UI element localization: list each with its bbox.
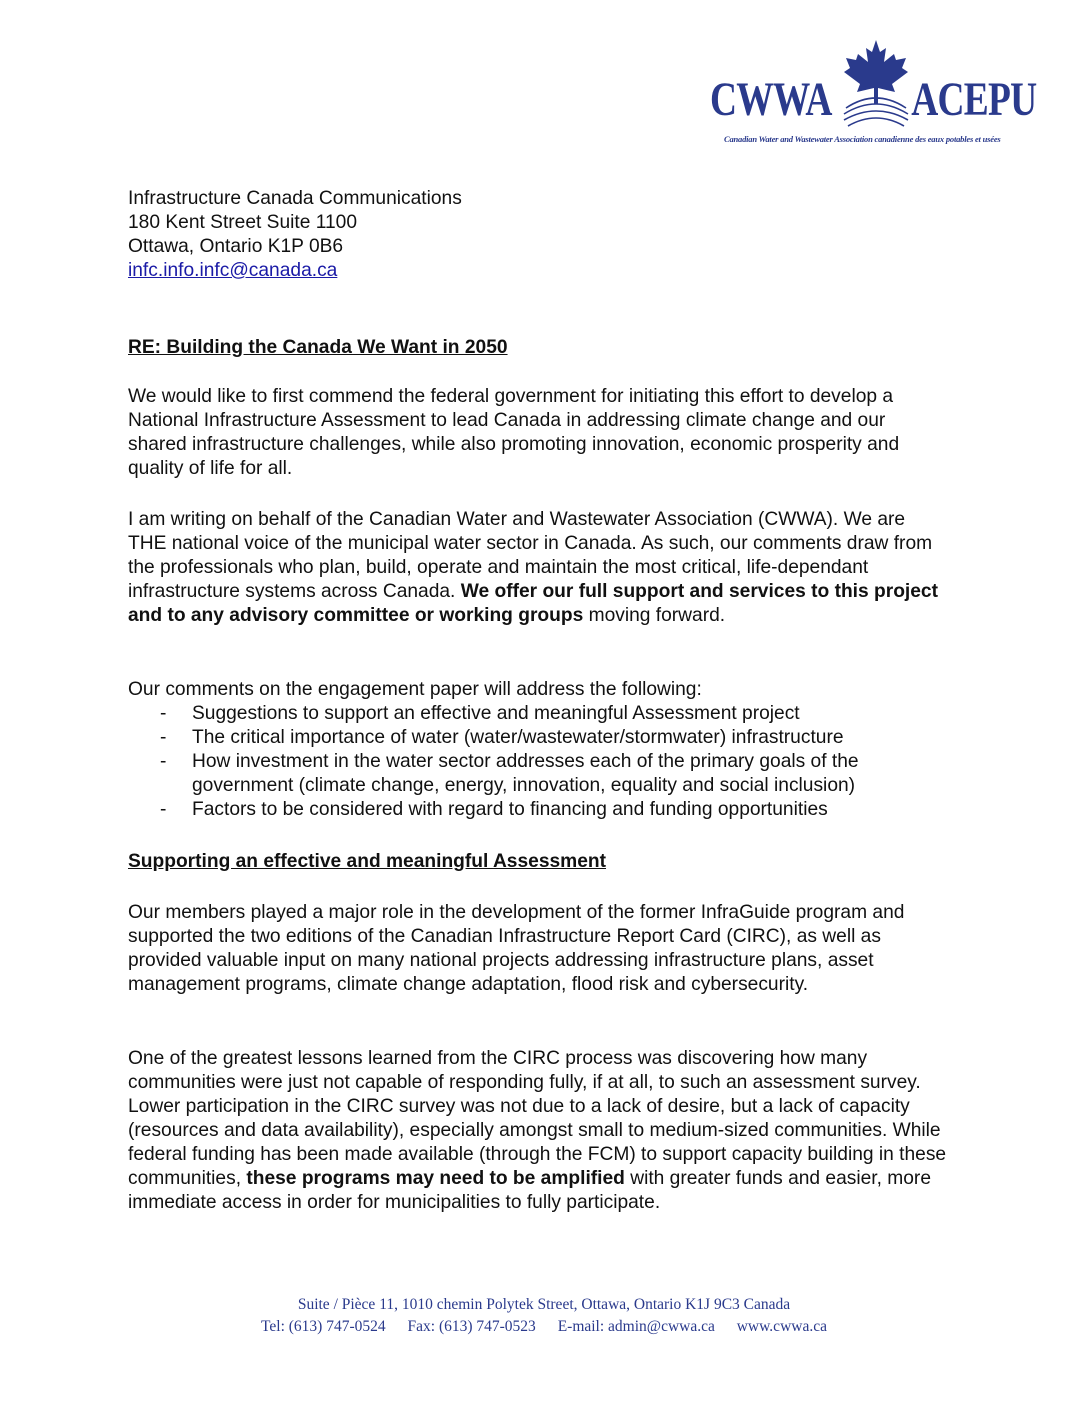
footer-email: E-mail: admin@cwwa.ca [557,1318,715,1335]
section-heading: Supporting an effective and meaningful Assessment [128,851,607,872]
address-line-1: Infrastructure Canada Communications [128,188,462,209]
footer-address: Suite / Pièce 11, 1010 chemin Polytek Street, Ottawa, Ontario K1J 9C3 Canada [297,1296,791,1313]
paragraph-lessons-learned [128,1047,948,1215]
topics-list [128,702,948,822]
re-heading: RE: Building the Canada We Want in 2050 [128,337,508,358]
address-line-2: 180 Kent Street Suite 1100 [128,212,357,233]
footer-website: www.cwwa.ca [736,1318,827,1335]
paragraph-member-role: Our members played a major role in the development of the former InfraGuide program and supported the two editions of the Canadian Infrastructure Report Card (CIRC), as well as provided valuable input on many national projects addressing infrastructure plans, asset management programs, climate change adaptation, flood risk and cybersecurity. [128,902,905,995]
list-item: - Suggestions to support an effective and meaningful Assessment project [160,703,800,724]
list-marker: - [160,799,167,820]
list-marker: - [160,703,167,724]
footer-tel: Tel: (613) 747-0524 [261,1318,386,1335]
comments-overview [128,678,948,822]
paragraph-lessons-text: One of the greatest lessons learned from the CIRC process was discovering how many communities were just not capable of responding fully, if at all, to such an assessment survey. Lower participation in the CIRC survey was not due to a lack of desire, but a lack of capacity (resources and data availability), especially amongst small to medium-sized communities. While federal funding has been made available (through the FCM) to support capacity building in these communities, [128,1048,947,1189]
address-line-3: Ottawa, Ontario K1P 0B6 [128,236,344,257]
list-item: - The critical importance of water (water/wastewater/stormwater) infrastructure [160,727,844,748]
paragraph-introduction [128,508,948,628]
recipient-email-link[interactable]: infc.info.infc@canada.ca [128,260,338,281]
list-item: - Factors to be considered with regard to financing and funding opportunities [160,799,828,820]
logo-right-word: ACEPU [910,73,1036,126]
maple-leaf-icon [840,38,912,130]
paragraph-lessons-tail: with greater funds and easier, more immediate access in order for municipalities to fully participate. [128,1168,931,1213]
paragraph-commendation: We would like to first commend the federal government for initiating this effort to develop a National Infrastructure Assessment to lead Canada in addressing climate change and our shared infrastructure challenges, while also promoting innovation, economic prosperity and quality of life for all. [128,386,900,479]
footer-contact-line [0,1316,1088,1338]
list-intro: Our comments on the engagement paper will address the following: [128,679,702,700]
list-item: - How investment in the water sector addresses each of the primary goals of the government (climate change, energy, innovation, equality and social inclusion) [160,751,859,796]
logo-left-word: CWWA [710,73,832,126]
footer-fax: Fax: (613) 747-0523 [407,1318,536,1335]
paragraph-introduction-tail: moving forward. [583,605,726,626]
cwwa-acepu-logo [710,38,1036,156]
list-marker: - [160,751,167,772]
paragraph-introduction-bold: We offer our full support and services to this project and to any advisory committee or working groups [128,581,938,626]
recipient-address [128,187,948,283]
paragraph-lessons-bold: these programs may need to be amplified [246,1168,625,1189]
list-marker: - [160,727,167,748]
letterhead-footer [0,1294,1088,1338]
paragraph-introduction-text: I am writing on behalf of the Canadian Water and Wastewater Association (CWWA). We are THE national voice of the municipal water sector in Canada. As such, our comments draw from the professionals who plan, build, operate and maintain the most critical, life-dependant infrastructure systems across Canada. [128,509,933,602]
logo-subtitle: Canadian Water and Wastewater Association canadienne des eaux potables et usées [724,134,1001,144]
